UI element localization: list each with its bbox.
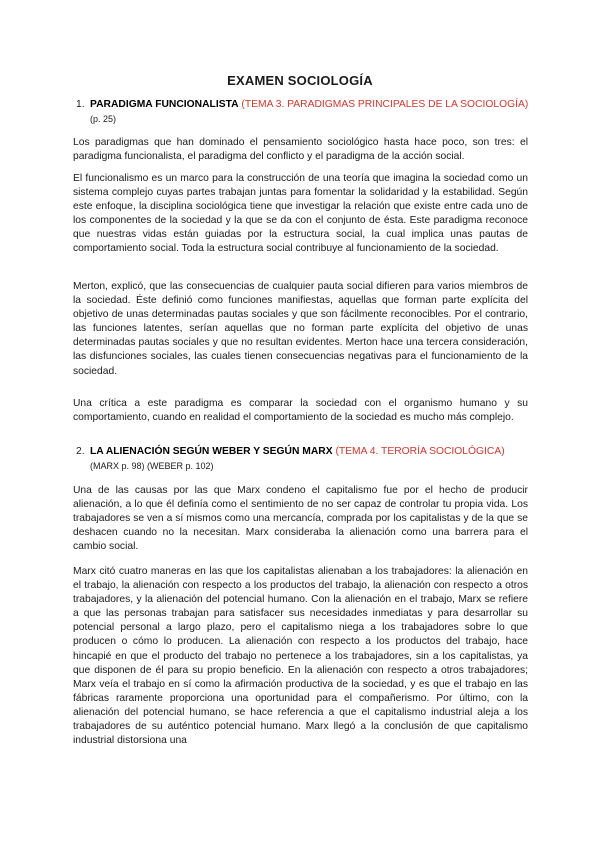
paragraph: Marx citó cuatro maneras en las que los capitalistas alienaban a los trabajadores: la alienación en el trabajo, la alienación con respecto a los productos del trabajo, la alienación con respecto a otros trabajadores, y la alienación del potencial humano. Con la alienación en el trabajo, Marx se refiere a que las personas trabajan para satisfacer sus necesidades inmediatas y para desarrollar su potencial personal a largo plazo, pero el capitalismo niega a los trabajadores sobre lo que producen o cómo lo producen. La alienación con respecto a los productos del trabajo, hace hincapié en que el producto del trabajo no pertenece a los trabajadores, sin a los capitalistas, ya que disponen de él para su propio beneficio. En la alienación con respecto a otros trabajadores; Marx veía el trabajo en sí como la afirmación productiva de la sociedad, y es que el trabajo en las fábricas raramente proporciona una oportunidad para el compañerismo. Por último, con la alienación del potencial humano, se hace referencia a que el capitalismo industrial aleja a los trabajadores de su auténtico potencial humano. Marx llegó a la conclusión de que capitalismo industrial distorsiona una bbox=[73, 566, 528, 747]
section-heading-title: LA ALIENACIÓN SEGÚN WEBER Y SEGÚN MARX bbox=[90, 446, 333, 457]
section-heading-2 bbox=[76, 445, 530, 474]
paragraph: Merton, explicó, que las consecuencias de cualquier pauta social difieren para varios miembros de la sociedad. Éste definió como funciones manifiestas, aquellas que forman parte explícita del objetivo de unas determinadas pautas sociales y que son fácilmente reconocibles. Por el contrario, las funciones latentes, serían aquellas que no forman parte explícita del objetivo de unas determinadas pautas sociales y que no resultan evidentes. Merton hace una tercera consideración, las disfunciones sociales, las cuales tienen consecuencias negativas para el funcionamiento de la sociedad. bbox=[73, 281, 528, 377]
section-number: 1. bbox=[76, 99, 85, 110]
paragraph: Una crítica a este paradigma es comparar la sociedad con el organismo humano y su comportamiento, cuando en realidad el comportamiento de la sociedad es mucho más complejo. bbox=[73, 398, 528, 424]
document-title: EXAMEN SOCIOLOGÍA bbox=[227, 73, 373, 88]
section-heading-page: (p. 25) bbox=[90, 114, 117, 124]
section-heading-topic: (TEMA 3. PARADIGMAS PRINCIPALES DE LA SOCIOLOGÍA) bbox=[241, 99, 529, 110]
paragraph: El funcionalismo es un marco para la construcción de una teoría que imagina la sociedad como un sistema complejo cuyas partes trabajan juntas para fomentar la solidaridad y la estabilidad. Según este enfoque, la disciplina sociológica tiene que investigar la relación que existe entre cada uno de los componentes de la sociedad y la que se da con el conjunto de ésta. Este paradigma reconoce que nuestras vidas están guiadas por la estructura social, la cual implica unas pautas de comportamiento social. Toda la estructura social contribuye al funcionamiento de la sociedad. bbox=[73, 173, 528, 255]
section-number: 2. bbox=[76, 446, 85, 457]
paragraph: Una de las causas por las que Marx condeno el capitalismo fue por el hecho de producir alienación, a lo que él definía como el sentimiento de no ser capaz de controlar tu propia vida. Los trabajadores se ven a sí mismos como una mercancía, comprada por los capitalistas y de la que se deshacen cuando no la necesitan. Marx consideraba la alienación como una barrera para el cambio social. bbox=[73, 485, 528, 553]
section-heading-1 bbox=[76, 98, 530, 127]
section-heading-title: PARADIGMA FUNCIONALISTA bbox=[90, 99, 239, 110]
paragraph: Los paradigmas que han dominado el pensamiento sociológico hasta hace poco, son tres: el paradigma funcionalista, el paradigma del conflicto y el paradigma de la acción social. bbox=[73, 137, 528, 163]
section-heading-topic: (TEMA 4. TERORÍA SOCIOLÓGICA) bbox=[335, 446, 505, 457]
section-heading-page: (MARX p. 98) (WEBER p. 102) bbox=[90, 461, 214, 471]
